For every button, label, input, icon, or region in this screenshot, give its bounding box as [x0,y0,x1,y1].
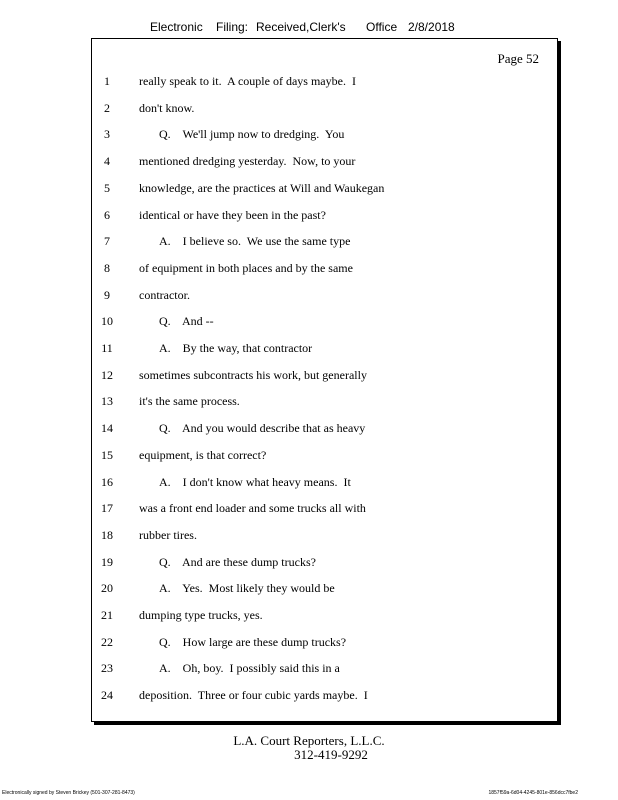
line-number: 10 [101,314,113,329]
line-text: A. Yes. Most likely they would be [159,581,335,596]
line-number: 6 [104,207,110,222]
line-number: 17 [101,501,113,516]
line-number: 15 [101,447,113,462]
line-text: A. I don't know what heavy means. It [159,474,351,489]
line-number: 1 [104,74,110,88]
line-text: mentioned dredging yesterday. Now, to your [139,154,356,169]
page-number: Page 52 [497,51,539,66]
line-text: rubber tires. [139,527,197,542]
transcript-line [92,71,557,91]
filing-word-received: Received,Clerk's [256,20,346,34]
court-reporter-name: L.A. Court Reporters, L.L.C. [233,733,385,748]
transcript-line [92,258,557,278]
line-text: dumping type trucks, yes. [139,608,263,622]
line-number: 11 [101,341,113,355]
transcript-line [92,658,557,678]
transcript-page [91,38,558,722]
line-number: 4 [104,154,110,169]
transcript-line [92,178,557,198]
court-reporter-phone: 312-419-9292 [294,747,368,762]
transcript-line [92,124,557,144]
transcript-line [92,391,557,411]
line-text: identical or have they been in the past? [139,207,326,222]
transcript-line [92,498,557,518]
filing-word-filing: Filing: [216,20,249,34]
line-text: A. I believe so. We use the same type [159,234,351,249]
line-text: of equipment in both places and by the same [139,260,353,275]
line-number: 12 [101,367,113,382]
transcript-line [92,151,557,171]
transcript-line [92,418,557,438]
line-number: 2 [104,100,110,115]
line-text: it's the same process. [139,394,240,409]
transcript-line [92,365,557,385]
line-number: 3 [104,127,110,142]
transcript-line [92,98,557,118]
line-text: Q. And -- [159,314,214,329]
transcript-line [92,231,557,251]
line-text: was a front end loader and some trucks all with [139,501,366,516]
line-number: 21 [101,608,113,622]
transcript-line [92,338,557,358]
line-number: 14 [101,421,113,436]
line-text: really speak to it. A couple of days maybe. I [139,74,356,88]
line-number: 23 [101,661,113,676]
line-text: Q. And you would describe that as heavy [159,421,366,436]
transcript-line [92,285,557,305]
line-number: 13 [101,394,113,409]
transcript-line [92,578,557,598]
transcript-line [92,472,557,492]
line-text: Q. How large are these dump trucks? [159,634,347,649]
line-number: 24 [101,688,113,703]
filing-word-office: Office [366,20,398,34]
line-text: A. By the way, that contractor [159,341,313,355]
filing-date: 2/8/2018 [408,20,455,34]
line-text: Q. And are these dump trucks? [159,554,316,569]
transcript-line [92,605,557,625]
transcript-line [92,552,557,572]
transcript-line [92,525,557,545]
line-number: 8 [104,260,110,275]
line-number: 22 [101,634,113,649]
line-text: deposition. Three or four cubic yards maybe. I [139,688,368,703]
line-text: contractor. [139,287,190,302]
line-number: 9 [104,287,110,302]
line-number: 5 [104,180,110,195]
line-number: 19 [101,554,113,569]
electronic-signature: Electronically signed by Steven Brickey (501-307-281-8473) [2,790,135,796]
line-text: knowledge, are the practices at Will and Waukegan [139,180,385,195]
transcript-line [92,632,557,652]
line-text: equipment, is that correct? [139,447,267,462]
document-hash: 1857f59a-6d04-4245-801e-856dcc7fbe2 [488,790,578,796]
line-text: Q. We'll jump now to dredging. You [159,127,345,142]
line-text: don't know. [139,100,195,115]
filing-word-electronic: Electronic [150,20,203,34]
line-text: sometimes subcontracts his work, but generally [139,367,367,382]
line-number: 16 [101,474,113,489]
transcript-line [92,445,557,465]
transcript-line [92,685,557,705]
line-number: 7 [104,234,110,249]
line-number: 18 [101,527,113,542]
transcript-line [92,311,557,331]
line-number: 20 [101,581,113,596]
line-text: A. Oh, boy. I possibly said this in a [159,661,340,676]
transcript-line [92,205,557,225]
